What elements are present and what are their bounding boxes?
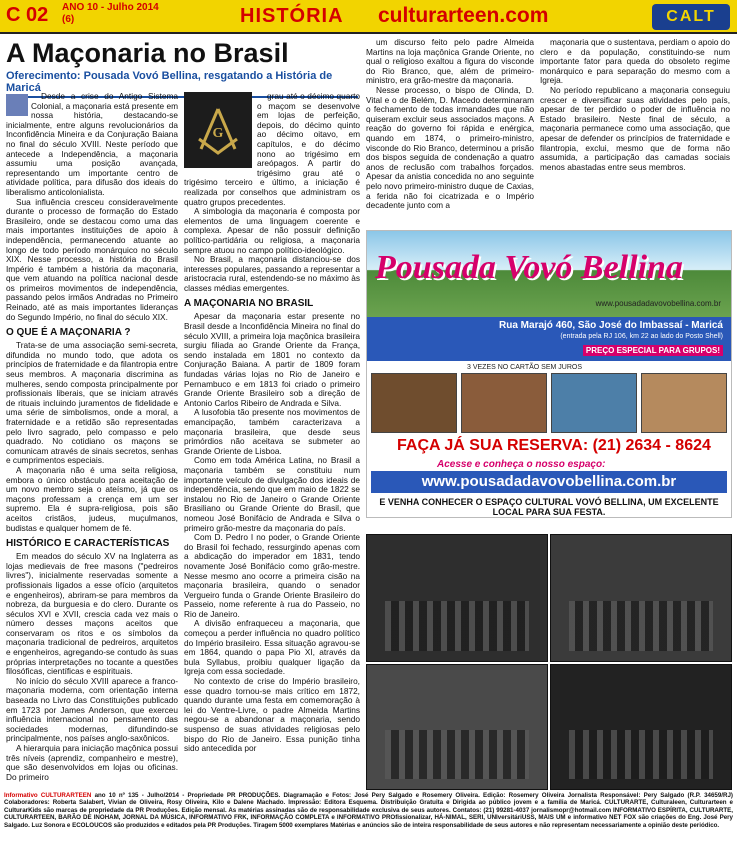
paragraph: Desde a crise do Antigo Sistema Colonial, a maçonaria está presente em nossa história, destacando-se inicialmente, entre alguns revolucionários da Inconfidência Mineira e da Conjuração Baiana no final do século XVIII. Neste período que antecede a Independência, a maçonaria assumiu uma posição avançada, representando um importante centro de atividade política, para difusão dos ideais do liberalismo anticolonialista. — [6, 92, 178, 197]
room-photo — [641, 373, 727, 433]
pousada-advertisement — [366, 230, 732, 518]
ad-access-text: Acesse e conheça o nosso espaço: — [437, 459, 606, 470]
article-title: A Maçonaria no Brasil — [6, 38, 289, 68]
paragraph: No início do século XVIII aparece a franco-maçonaria moderna, com orientação interna baseada no Livro das Constituições publicado em 1723 por James Anderson, que exerceu influência internacional no pensamento das sociedades modernas, difundindo-se principalmente, nos países anglo-saxônicos. — [6, 675, 178, 744]
room-photo — [461, 373, 547, 433]
ad-small-url: www.pousadadavovobellina.com.br — [595, 299, 721, 308]
ad-reserve-phone: FAÇA JÁ SUA RESERVA: (21) 2634 - 8624 — [397, 437, 711, 454]
ad-business-name: Pousada Vovó Bellina — [375, 249, 683, 286]
event-photo — [550, 664, 732, 790]
event-photo-grid — [366, 534, 732, 790]
paragraph: A simbologia da maçonaria é composta por elementos de uma linguagem coerente e complexa. Apesar de não possuir definição político-partidária ou religiosa, a maçonaria sempre atuou no campo político-ideológico. — [184, 206, 360, 255]
paragraph: A hierarquia para iniciação maçônica possui três níveis (aprendiz, companheiro e mestre), que são desenvolvidos em lojas ou oficinas. Do primeiro — [6, 743, 178, 782]
ad-address-note: (entrada pela RJ 106, km 22 ao lado do Posto Shell) — [560, 333, 723, 340]
paragraph: grau até o décimo quarto o maçom se desenvolve em lojas de perfeição, depois, do décimo quinto ao décimo oitavo, em capítulos, e do décimo nono ao trigésimo em areópagos. A partir do trigésimo grau até o trigésimo terceiro e último, a iniciação é realizada por conselhos que administram os quatro grupos precedentes. — [184, 92, 360, 207]
section-title: HISTÓRIA — [240, 5, 344, 27]
compass-square-icon — [191, 103, 245, 157]
footer-disclaimer: Matérias e anúncios são de inteira responsabilidade de seus autores e não representam necessariamente a opinião deste periódico. — [330, 821, 720, 829]
page-number: C 02 — [6, 4, 49, 26]
paragraph: Em meados do século XV na Inglaterra as lojas medievais de free masons ("pedreiros livres"), inicialmente reservadas somente a profissionais ligados a esse ofício (arquitetos e engenheiros), abriram-se para membros da nobreza, da burguesia e do clero. Durante os séculos XVI e XVII, crescia cada vez mais o número desses maçons aceitos que conservaram os ritos e os símbolos da maçonaria tradicional de pedreiros, arquitetos e engenheiros, agregando-se contudo às suas próprias interpretações no tocante a questões filosóficas, científicas e espirituais. — [6, 551, 178, 677]
svg-text:G: G — [212, 126, 224, 141]
paragraph: maçonaria que o sustentava, perdiam o apoio do clero e da população, constituindo-se num importante fator para queda do obsoleto regime monárquico e para separação do mesmo com a Igreja. — [540, 38, 730, 86]
ad-website-link[interactable]: www.pousadadavovobellina.com.br — [371, 471, 727, 493]
paragraph: No contexto de crise do Império brasileiro, esse quadro tornou-se mais crítico em 1872, quando durante uma festa em comemoração à lei do Ventre-Livre, o padre Almeida Martins negou-se a abandonar a maçonaria, sendo suspenso de suas atividades religiosas pelo bispo do Rio de Janeiro. Essa punição tinha sido antecedida por — [184, 676, 360, 754]
paragraph: A maçonaria não é uma seita religiosa, embora o único obstáculo para aceitação de um novo membro seja o ateísmo, já que os maçons professam a crença em um ser supremo. Ela é supra-religiosa, pois são aceitos cristãos, judeus, muçulmanos, budistas e qualquer homem de fé. — [6, 464, 178, 533]
paragraph: um discurso feito pelo padre Almeida Martins na loja maçônica Grande Oriente, no qual o religioso exaltou a figura do visconde do Rio Branco, que, além de primeiro-ministro, era grão-mestre da maçonaria. — [366, 38, 534, 86]
footer-text: ano 10 nº 135 - Julho/2014 - Propriedade PR PRODUÇÕES. Diagramação e Fotos: José Pery Salgado e Rosemery Oliveira. Edição: Rosemery Oliveira Jornalista Responsável: Pery Salgado (R.P. 34659/RJ) Colaboradores: Roberta Salabert, Vivian de Oliveira, Rosy Oliveira, Kilo e Dalene Machado. Impressão: Editora Esquema. Distribuição Gratuita e Dirigida ao público jovem e a família de Maricá. CULTURARTE, Culturaleen, Culturarteen e CulturarKids são marcas de propriedade da PR Produções. Edição mensal. As matérias assinadas são de responsabilidade exclusiva de seus autores. Contatos: (21) 99281-4037 jornalismopr@hotmail.com INFORMATIVO ESPÍRITA, CULTURARTE, CULTURARTEEN, BARÃO DE INOHAM, JORNAL DA MÚSICA, INFORMATIVO FRK, INFORMAÇÃO COMPLETA e INFORMATIVO PROfissionalizar, HÁ-NIMAL, SERI, UNIversitáriUSS, MAIS UM e informativo NET FOX são criações do Eng. José Pery Salgado. Luz Sonora e ECOLOUCOS são produzidos e editados pela PR Produções. — [4, 792, 733, 829]
footer-lead: Informativo CULTURARTEEN — [4, 792, 92, 799]
sponsor-line: Oferecimento: Pousada Vovó Bellina, resgatando a História de Maricá — [6, 70, 358, 98]
paragraph: No período republicano a maçonaria conseguiu crescer e diversificar suas atividades pelo país, apesar de ter perdido o poder de influência no Estado brasileiro. Neste final de século, a maçonaria permanece como uma associação, que apesar de defender os princípios de fraternidade e filantropia, exclui, mesmo que de forma não assumida, a participação das camadas sociais menos abastadas entre seus membros. — [540, 84, 730, 172]
ad-room-photos — [371, 373, 727, 433]
footer-copies: Tiragem 5000 exemplares — [253, 821, 329, 829]
article-column-3 — [366, 38, 534, 228]
site-name: culturarteen.com — [378, 4, 549, 27]
masonic-emblem-image — [184, 92, 252, 168]
room-photo — [371, 373, 457, 433]
paragraph: Nesse processo, o bispo de Olinda, D. Vital e o de Belém, D. Macedo determinaram o fechamento de todas irmandades que não quiseram excluir seus associados maçons. A reação do governo foi rápida e enérgica, quando em 1874, o primeiro-ministro, visconde do Rio Branco, determinou a prisão dos bispos seguida de condenação a quatro anos de reclusão com trabalhos forçados. Apesar da anistia concedida no ano seguinte pelo novo primeiro-ministro duque de Caxias, a ferida não foi cicatrizada e o Império decadente junto com a — [366, 84, 534, 211]
page-header — [0, 0, 737, 34]
paragraph: Com D. Pedro I no poder, o Grande Oriente do Brasil foi fechado, ressurgindo apenas com a abdicação do imperador em 1831, tendo novamente José Bonifácio como grão-mestre. Nesse mesmo ano ocorre a primeira cisão na maçonaria brasileira, quando o senador Vergueiro funda o Grande Oriente Brasileiro do Passeio, nome referente à rua do Passeio, no Rio de Janeiro. — [184, 532, 360, 619]
article-column-2 — [184, 92, 360, 787]
paragraph: A divisão enfraqueceu a maçonaria, que começou a perder influência no quadro político do Império brasileiro. Essa situação agravou-se em 1864, quando o papa Pio XI, através da bula Syllabus, proibiu qualquer ligação da Igreja com essa sociedade. — [184, 618, 360, 677]
event-photo — [366, 534, 548, 662]
article-column-1 — [6, 92, 178, 787]
masthead-footer — [4, 792, 733, 829]
paragraph: Apesar da maçonaria estar presente no Brasil desde a Inconfidência Mineira no final do século XVIII, a primeira loja maçônica brasileira surgiu filiada ao Grande Oriente da França, sendo instalada em 1801 no contexto da Conjuração Baiana. A partir de 1809 foram fundadas várias lojas no Rio de Janeiro e Pernambuco e em 1813 foi criado o primeiro Grande Oriente Brasileiro sob a direção de Antonio Carlos Ribeiro de Andrada e Silva. — [184, 311, 360, 408]
ad-promo-badge: PREÇO ESPECIAL PARA GRUPOS! — [583, 345, 723, 356]
ad-payment-info: 3 VEZES NO CARTÃO SEM JUROS — [467, 364, 583, 371]
ad-address: Rua Marajó 460, São José do Imbassaí - Maricá — [499, 320, 723, 331]
dropcap-decoration — [6, 94, 28, 116]
paragraph: A lusofobia tão presente nos movimentos de emancipação, também caracterizava a maçonaria brasileira, que desde seus primórdios não aceitava se submeter ao Grande Oriente de Lisboa. — [184, 407, 360, 456]
event-photo — [366, 664, 548, 790]
ad-invite-text: E VENHA CONHECER O ESPAÇO CULTURAL VOVÓ BELLINA, UM EXCELENTE LOCAL PARA SUA FESTA. — [379, 497, 719, 517]
subheading-what: O QUE É A MAÇONARIA ? — [6, 327, 131, 339]
paragraph: Trata-se de uma associação semi-secreta, difundida no mundo todo, que adota os princípios de fraternidade e da filantropia entre seus membros. A maçonaria discrimina as mulheres, sendo composta principalmente por profissionais liberais, que se iniciam através de rituais incluindo juramentos de fidelidade e uma série de simbolismos, onde a moral, a fraternidade e a retidão são representadas pelo livro sagrado, pelo compasso e pelo quadrado. No cotidiano os maçons se comunicam através de sinais secretos, senhas e cumprimentos especiais. — [6, 340, 178, 466]
issue-info: ANO 10 - Julho 2014 — [62, 2, 159, 13]
ad-address-bar — [367, 317, 731, 361]
room-photo — [551, 373, 637, 433]
publication-logo — [652, 4, 730, 30]
paragraph: Como em toda América Latina, no Brasil a maçonaria também se constituiu num importante veículo de divulgação dos ideais de independência, sendo que em maio de 1822 se instalou no Rio de Janeiro o Grande Oriente Brasiliano ou Grande Oriente do Brasil, que nomeou José Bonifácio de Andrada e Silva o primeiro grão-mestre da maçonaria do país. — [184, 455, 360, 533]
event-photo — [550, 534, 732, 662]
paragraph: Sua influência cresceu consideravelmente durante o processo de formação do Estado Brasileiro, onde se destacou como uma das mais importantes instituições de apoio à independência, permanecendo atuante ao longo de todo período monárquico no século XIX. Nesse processo, a história do Brasil Império é também a história da maçonaria, que vem atuando na política nacional desde os primeiros movimentos de independência, passando pelos irmãos Andradas no Primeiro Reinado, até as mais importantes lideranças do Segundo Império, no final do século XIX. — [6, 196, 178, 322]
logo-text: CALT — [666, 8, 716, 25]
subheading-brazil: A MAÇONARIA NO BRASIL — [184, 298, 314, 310]
article-column-4 — [540, 38, 730, 228]
issue-number: (6) — [62, 14, 75, 25]
subheading-history: HISTÓRICO E CARACTERÍSTICAS — [6, 538, 170, 550]
paragraph: No Brasil, a maçonaria distanciou-se dos interesses populares, passando a representar a aristocracia rural, estendendo-se no máximo às classes médias emergentes. — [184, 254, 360, 293]
